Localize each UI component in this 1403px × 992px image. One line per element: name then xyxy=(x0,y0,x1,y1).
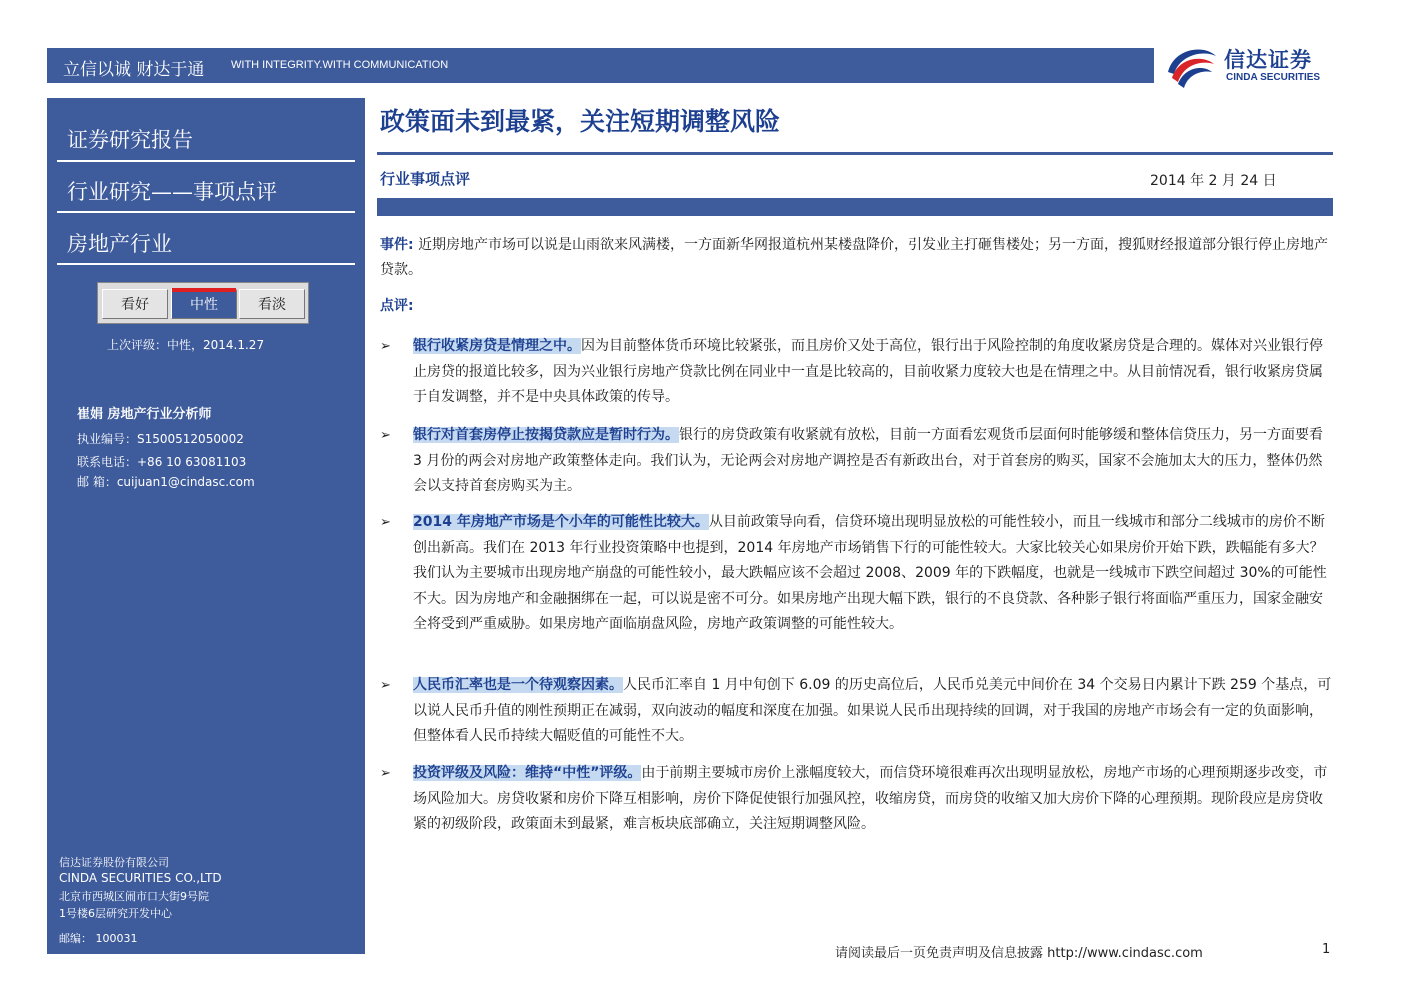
bullet-body: 因为目前整体货币环境比较紧张，而且房价又处于高位，银行出于风险控制的角度收紧房贷是合理的。媒体对兴业银行停止房贷的报道比较多，因为兴业银行房地产贷款比例在同业中一直是比较高的，目前收紧力度较大也是在情理之中。从目前情况看，银行收紧房贷属于自发调整，并不是中央具体政策的传导。 xyxy=(413,338,1323,405)
company-address-line2: 1号楼6层研究开发中心 xyxy=(59,907,172,920)
event-paragraph xyxy=(380,233,1335,283)
logo-english-name: CINDA SECURITIES xyxy=(1226,72,1321,83)
report-category-heading: 行业研究——事项点评 xyxy=(67,180,277,204)
bullet-heading: 银行对首套房停止按揭贷款应是暂时行为。 xyxy=(413,427,679,443)
rating-bullish: 看好 xyxy=(102,289,168,319)
bullet-body: 银行的房贷政策有收紧就有放松，目前一方面看宏观货币层面何时能够缓和整体信贷压力，另一方面要看 3 月份的两会对房地产政策整体走向。我们认为，无论两会对房地产调控是否有新政出台，对于首套房的购买，国家不会施加太大的压力，整体仍然会以支持首套房购买为主。 xyxy=(413,427,1323,494)
comment-label: 点评: xyxy=(380,298,414,314)
bullet-heading: 投资评级及风险：维持“中性”评级。 xyxy=(413,765,642,781)
comment-heading xyxy=(380,294,1335,319)
company-postcode: 邮编： 100031 xyxy=(59,932,138,945)
industry-heading: 房地产行业 xyxy=(67,232,172,256)
page-number: 1 xyxy=(1322,942,1331,957)
company-name-en: CINDA SECURITIES CO.,LTD xyxy=(59,871,222,885)
report-subtitle: 行业事项点评 xyxy=(380,170,471,188)
company-name-cn: 信达证券股份有限公司 xyxy=(59,856,169,869)
bullet-heading: 2014 年房地产市场是个小年的可能性比较大。 xyxy=(413,514,709,530)
cinda-logo-icon xyxy=(1164,42,1220,90)
bullet-body: 由于前期主要城市房价上涨幅度较大，而信贷环境很难再次出现明显放松，房地产市场的心理预期逐步改变，市场风险加大。房贷收紧和房价下降互相影响，房价下降促使银行加强风控，收缩房贷，而房贷的收缩又加大房价下降的心理预期。现阶段应是房贷收紧的初级阶段，政策面未到最紧，难言板块底部确立，关注短期调整风险。 xyxy=(413,765,1328,832)
divider xyxy=(57,263,355,265)
sidebar xyxy=(47,98,365,954)
rating-neutral: 中性 xyxy=(171,289,237,319)
bullet-heading: 人民币汇率也是一个待观察因素。 xyxy=(413,677,623,693)
bullet-heading: 银行收紧房贷是情理之中。 xyxy=(413,338,581,354)
report-type-heading: 证券研究报告 xyxy=(67,128,193,152)
title-divider xyxy=(377,152,1333,155)
report-date: 2014 年 2 月 24 日 xyxy=(1150,173,1277,189)
slogan-english: WITH INTEGRITY.WITH COMMUNICATION xyxy=(231,59,449,71)
last-rating: 上次评级：中性，2014.1.27 xyxy=(107,338,265,352)
company-address-line1: 北京市西城区闹市口大街9号院 xyxy=(59,890,209,903)
divider xyxy=(57,160,355,162)
disclaimer-link[interactable]: 请阅读最后一页免责声明及信息披露 http://www.cindasc.com xyxy=(835,946,1203,961)
arrow-bullet-icon: ➢ xyxy=(380,766,391,781)
bullet-body: 人民币汇率自 1 月中旬创下 6.09 的历史高位后，人民币兑美元中间价在 34 个交易日内累计下跌 259 个基点，可以说人民币升值的刚性预期正在减弱，双向波动的幅度和深度在加强。如果说人民币出现持续的回调，对于我国的房地产市场会有一定的负面影响，但整体看人民币持续大幅贬值的可能性不大。 xyxy=(413,677,1332,744)
analyst-email: 邮 箱：cuijuan1@cindasc.com xyxy=(77,475,255,489)
arrow-bullet-icon: ➢ xyxy=(380,339,391,354)
analyst-license: 执业编号：S1500512050002 xyxy=(77,432,244,446)
slogan-chinese: 立信以诚 财达于通 xyxy=(63,60,205,80)
arrow-bullet-icon: ➢ xyxy=(380,515,391,530)
cinda-logo xyxy=(1164,42,1354,90)
analyst-name: 崔娟 房地产行业分析师 xyxy=(77,407,212,422)
bullet-body: 从目前政策导向看，信贷环境出现明显放松的可能性较小，而且一线城市和部分二线城市的房价不断创出新高。我们在 2013 年行业投资策略中也提到，2014 年房地产市场销售下行的可能性较大。大家比较关心如果房价开始下跌，跌幅能有多大？我们认为主要城市出现房地产崩盘的可能性较小，最大跌幅应该不会超过 2008、2009 年的下跌幅度，也就是一线城市下跌空间超过 30%的可能性不大。因为房地产和金融捆绑在一起，可以说是密不可分。如果房地产出现大幅下跌，银行的不良贷款、各种影子银行将面临严重压力，国家金融安全将受到严重威胁。如果房地产面临崩盘风险，房地产政策调整的可能性较大。 xyxy=(413,514,1327,632)
event-text: 近期房地产市场可以说是山雨欲来风满楼，一方面新华网报道杭州某楼盘降价，引发业主打砸售楼处；另一方面，搜狐财经报道部分银行停止房地产贷款。 xyxy=(380,237,1329,278)
divider xyxy=(57,211,355,213)
logo-chinese-name: 信达证券 xyxy=(1224,48,1312,72)
arrow-bullet-icon: ➢ xyxy=(380,428,391,443)
event-label: 事件: xyxy=(380,237,414,253)
header-banner xyxy=(47,48,1154,83)
analyst-phone: 联系电话：+86 10 63081103 xyxy=(77,455,247,469)
report-title: 政策面未到最紧，关注短期调整风险 xyxy=(380,107,781,136)
section-bar xyxy=(377,198,1333,216)
arrow-bullet-icon: ➢ xyxy=(380,678,391,693)
rating-bearish: 看淡 xyxy=(239,289,305,319)
rating-selector xyxy=(97,282,309,324)
